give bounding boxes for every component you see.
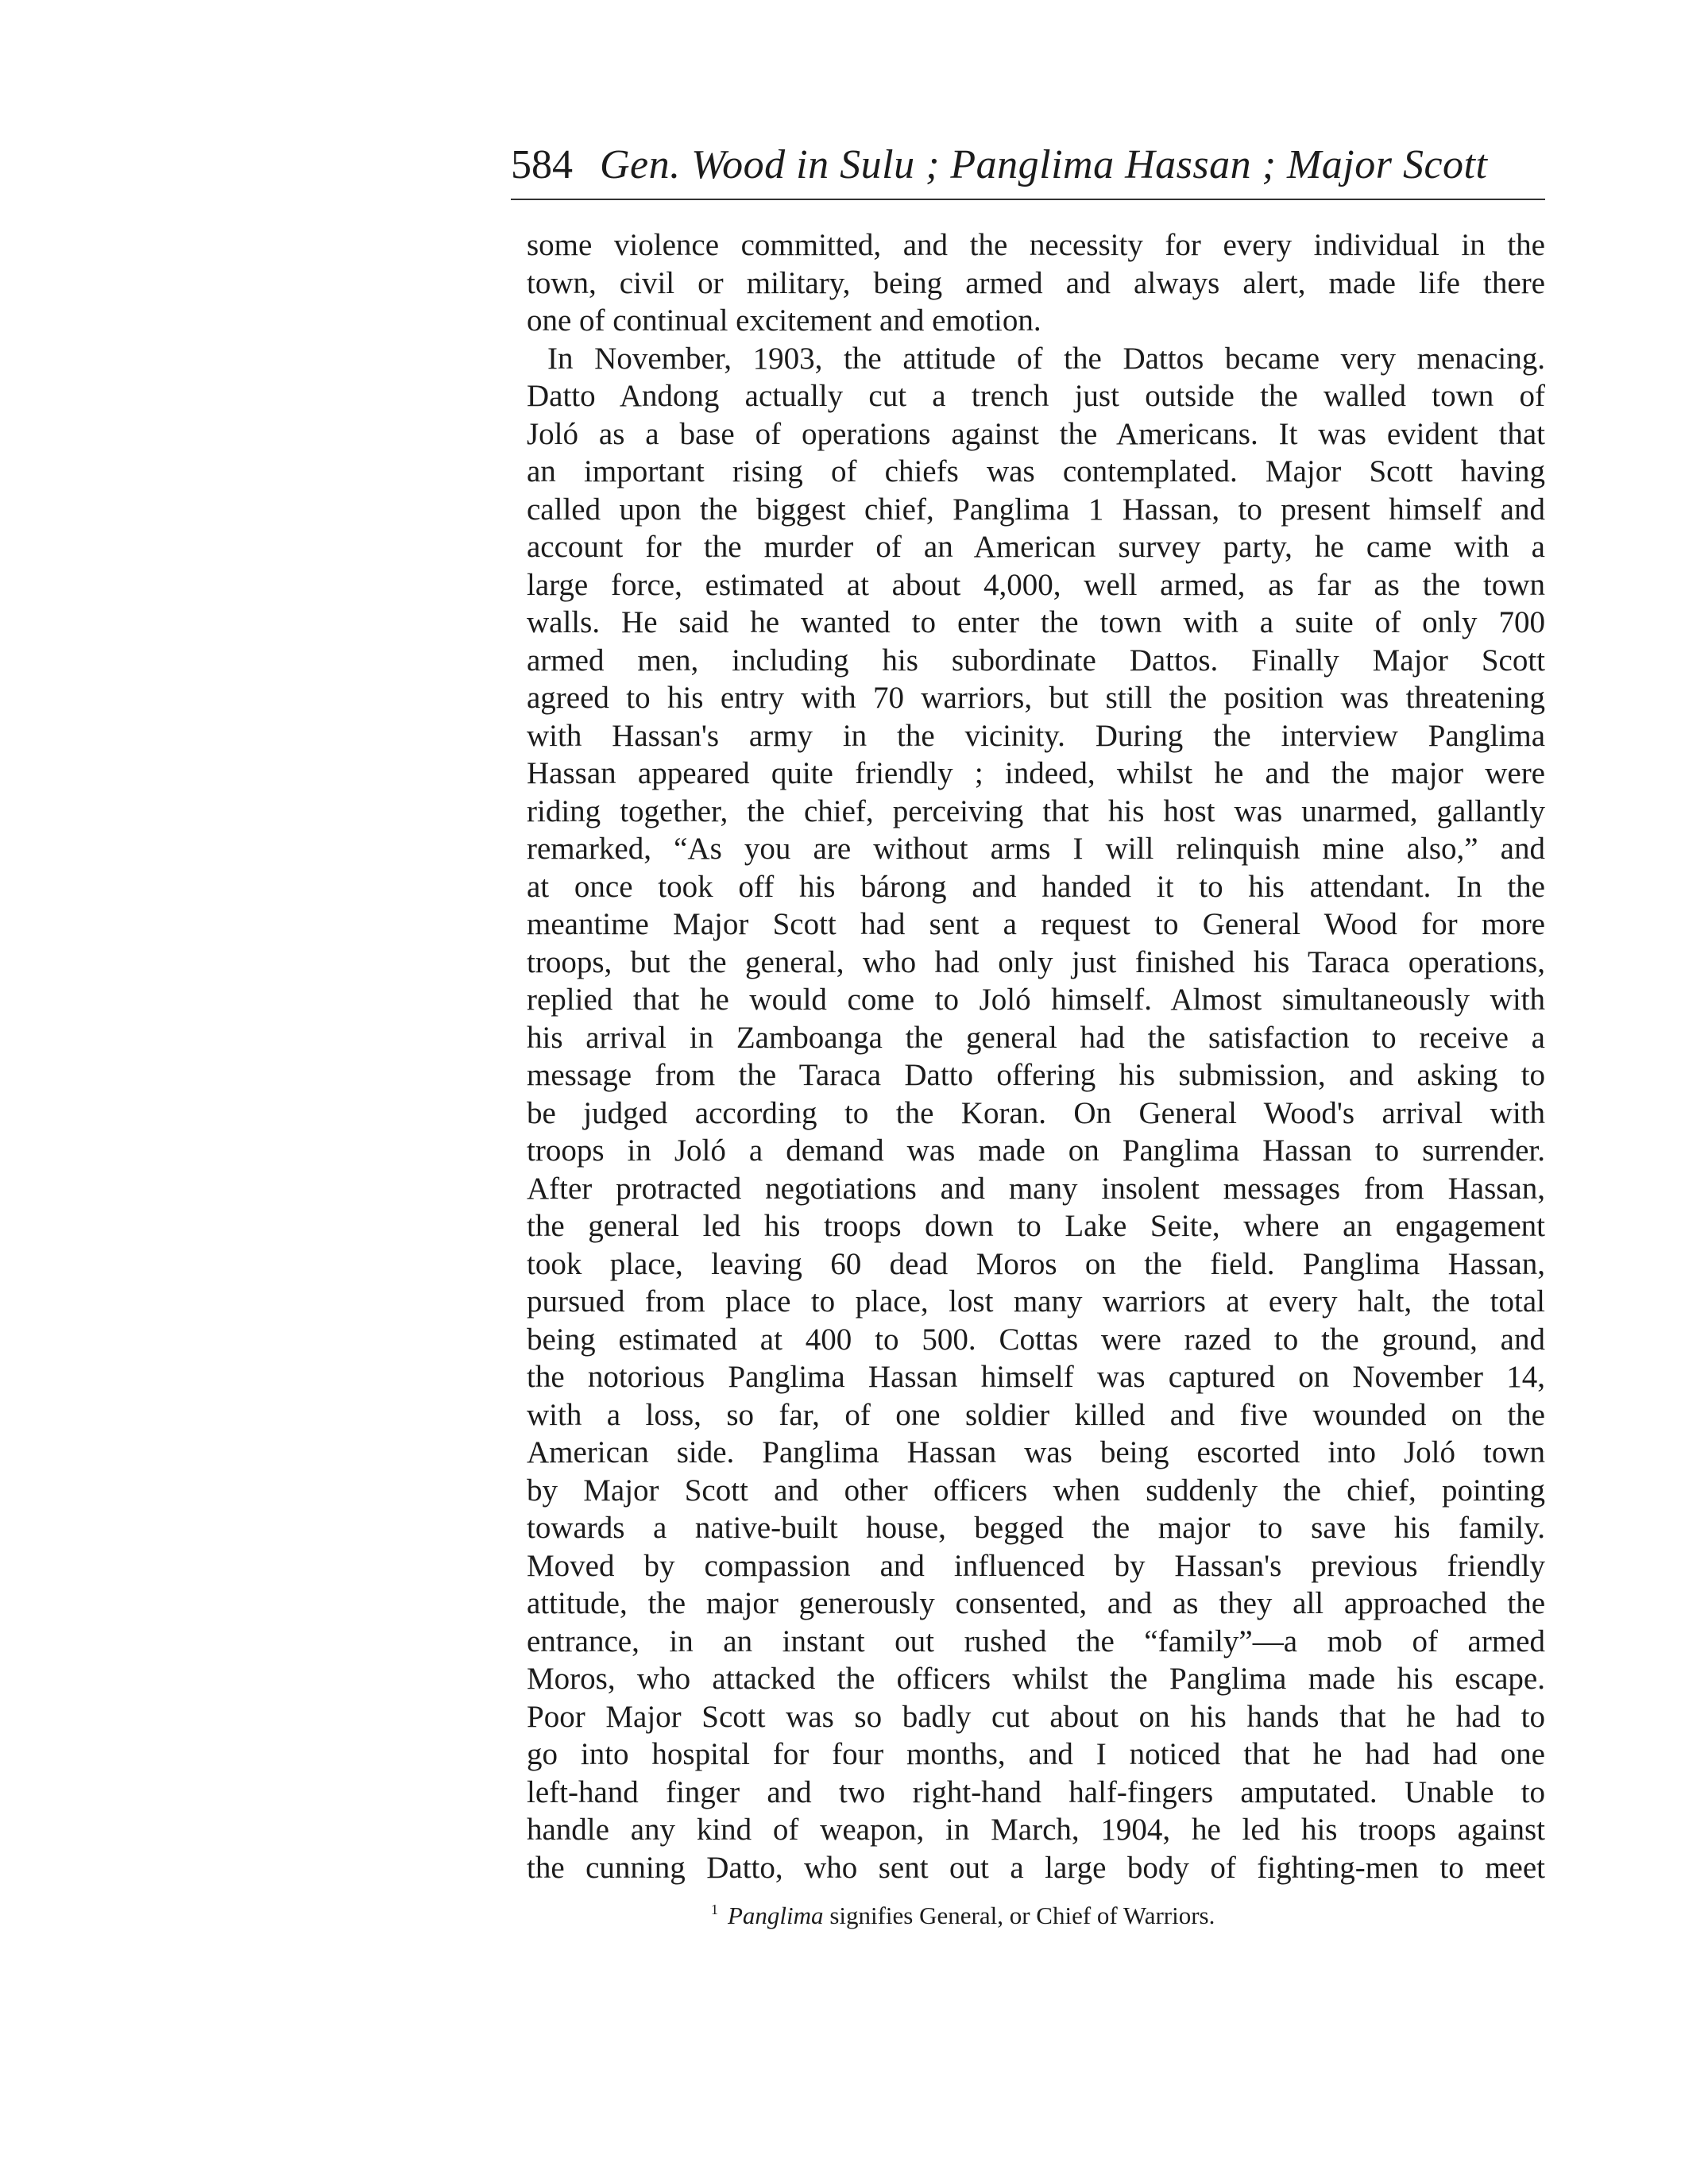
text-line: left-hand finger and two right-hand half-fingers amputated. Unable to — [527, 1774, 1545, 1809]
text-line: troops, but the general, who had only just finished his Taraca operations, — [527, 944, 1545, 979]
text-line: the notorious Panglima Hassan himself was captured on November 14, — [527, 1360, 1545, 1394]
footnote — [711, 1898, 1545, 1933]
text-line: Moved by compassion and influenced by Hassan's previous friendly — [527, 1548, 1545, 1583]
text-line: being estimated at 400 to 500. Cottas were razed to the ground, and — [527, 1322, 1545, 1357]
body-text — [527, 226, 1545, 1886]
page-number: 584 — [511, 142, 573, 187]
text-line: account for the murder of an American survey party, he came with a — [527, 530, 1545, 564]
text-line: the general led his troops down to Lake Seite, where an engagement — [527, 1209, 1545, 1243]
text-line: the cunning Datto, who sent out a large body of fighting-men to meet — [527, 1850, 1545, 1885]
text-line: troops in Joló a demand was made on Panglima Hassan to surrender. — [527, 1133, 1545, 1168]
text-line: Poor Major Scott was so badly cut about on his hands that he had to — [527, 1699, 1545, 1734]
text-line: handle any kind of weapon, in March, 1904, he led his troops against — [527, 1813, 1545, 1847]
text-line: with a loss, so far, of one soldier killed and five wounded on the — [527, 1397, 1545, 1432]
footnote-term: Panglima — [728, 1902, 824, 1929]
header-rule — [511, 199, 1545, 200]
text-line: large force, estimated at about 4,000, well armed, as far as the town — [527, 567, 1545, 602]
text-line: Hassan appeared quite friendly ; indeed, whilst he and the major were — [527, 756, 1545, 790]
text-line: Joló as a base of operations against the Americans. It was evident that — [527, 416, 1545, 451]
text-line: walls. He said he wanted to enter the town with a suite of only 700 — [527, 605, 1545, 639]
text-line: After protracted negotiations and many insolent messages from Hassan, — [527, 1171, 1545, 1206]
text-line: his arrival in Zamboanga the general had the satisfaction to receive a — [527, 1020, 1545, 1055]
text-line: Datto Andong actually cut a trench just outside the walled town of — [527, 379, 1545, 413]
text-line: In November, 1903, the attitude of the Dattos became very menacing. — [547, 341, 1545, 376]
text-line: by Major Scott and other officers when suddenly the chief, pointing — [527, 1473, 1545, 1508]
running-title: Gen. Wood in Sulu ; Panglima Hassan ; Major Scott — [600, 142, 1488, 187]
text-line: armed men, including his subordinate Dattos. Finally Major Scott — [527, 643, 1545, 678]
text-line: entrance, in an instant out rushed the “family”—a mob of armed — [527, 1624, 1545, 1658]
text-line: attitude, the major generously consented, and as they all approached the — [527, 1586, 1545, 1620]
text-line: some violence committed, and the necessity for every individual in the — [527, 228, 1545, 262]
footnote-text: signifies General, or Chief of Warriors. — [829, 1902, 1215, 1929]
text-line: be judged according to the Koran. On General Wood's arrival with — [527, 1095, 1545, 1130]
text-line: pursued from place to place, lost many warriors at every halt, the total — [527, 1284, 1545, 1319]
text-line: American side. Panglima Hassan was being escorted into Joló town — [527, 1435, 1545, 1469]
text-line: with Hassan's army in the vicinity. During the interview Panglima — [527, 718, 1545, 753]
text-line: one of continual excitement and emotion. — [527, 303, 1041, 338]
text-line: riding together, the chief, perceiving that his host was unarmed, gallantly — [527, 793, 1545, 828]
text-line: replied that he would come to Joló himself. Almost simultaneously with — [527, 983, 1545, 1017]
footnote-marker: 1 — [711, 1902, 718, 1917]
text-line: remarked, “As you are without arms I will relinquish mine also,” and — [527, 832, 1545, 866]
text-line: message from the Taraca Datto offering his submission, and asking to — [527, 1058, 1545, 1092]
running-header — [511, 137, 1544, 193]
text-line: meantime Major Scott had sent a request to General Wood for more — [527, 907, 1545, 941]
text-line: towards a native-built house, begged the major to save his family. — [527, 1511, 1545, 1545]
text-line: go into hospital for four months, and I noticed that he had had one — [527, 1737, 1545, 1771]
text-line: took place, leaving 60 dead Moros on the field. Panglima Hassan, — [527, 1246, 1545, 1281]
text-line: town, civil or military, being armed and always alert, made life there — [527, 265, 1545, 300]
text-line: agreed to his entry with 70 warriors, but still the position was threatening — [527, 681, 1545, 715]
text-line: at once took off his bárong and handed it to his attendant. In the — [527, 869, 1545, 904]
text-line: called upon the biggest chief, Panglima 1 Hassan, to present himself and — [527, 492, 1545, 527]
text-line: an important rising of chiefs was contemplated. Major Scott having — [527, 454, 1545, 488]
text-line: Moros, who attacked the officers whilst the Panglima made his escape. — [527, 1662, 1545, 1696]
